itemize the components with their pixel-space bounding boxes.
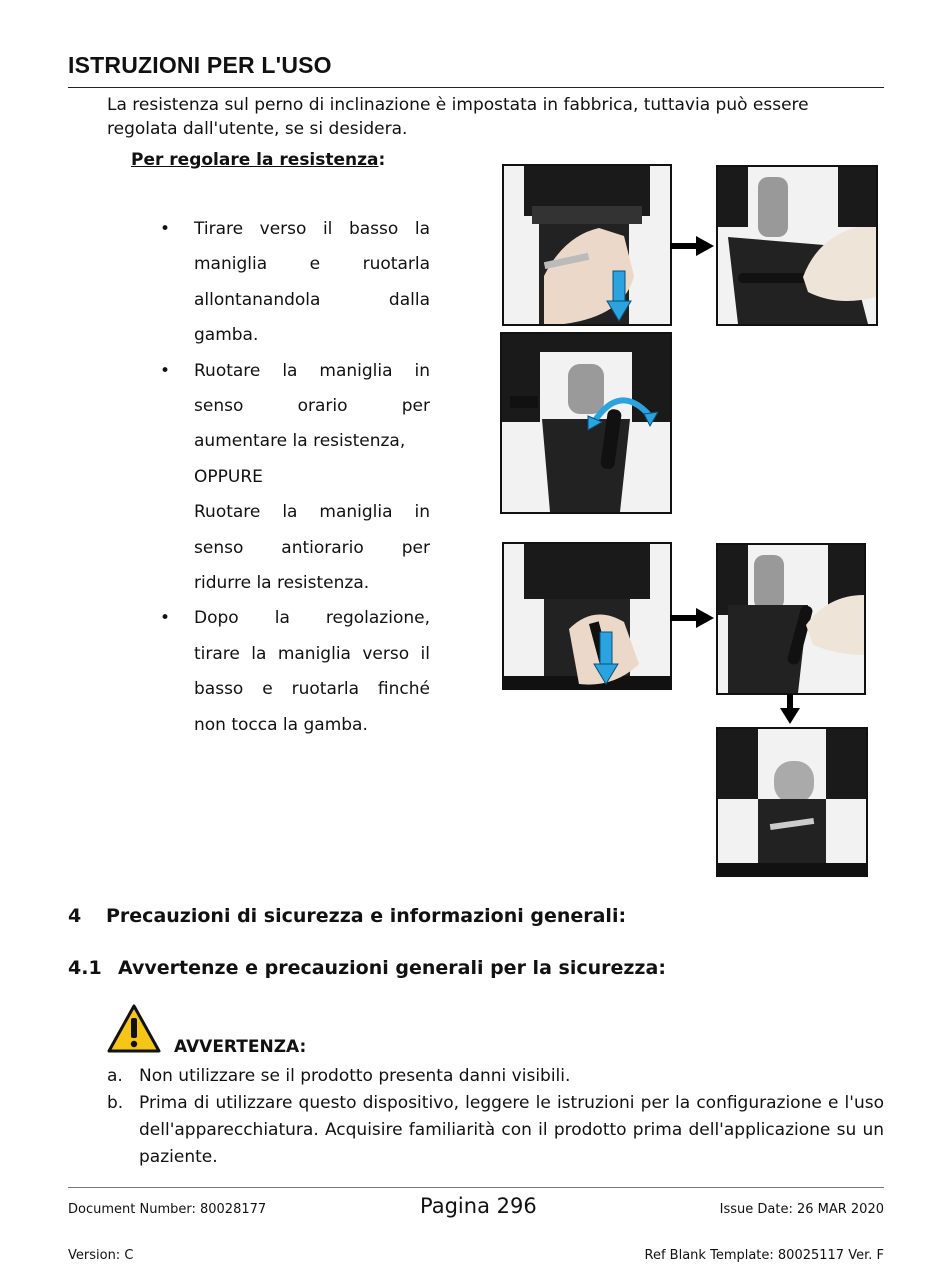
section-4-1-title: Avvertenze e precauzioni generali per la sicurezza: [118,957,666,979]
step-line: senso orario per [194,396,430,417]
step-line: gamba. [194,325,259,346]
intro-paragraph: La resistenza sul perno di inclinazione è impostata in fabbrica, tuttavia può essere regolata dall'utente, se si desidera. [107,95,809,139]
bullet-icon: • [160,360,171,381]
step-line: allontanandola dalla [194,289,430,310]
warning-item [107,1063,884,1090]
arrow-down-icon [780,694,800,724]
step-item [160,212,430,354]
adjust-resistance-heading-colon: : [378,150,386,170]
step-line: Ruotare la maniglia in [194,360,430,381]
step-line: aumentare la resistenza, [194,431,406,452]
step-line: ridurre la resistenza. [194,573,370,594]
arrow-right-icon [670,608,714,628]
warning-item-letter: a. [107,1066,123,1086]
section-4-title: Precauzioni di sicurezza e informazioni generali: [106,905,627,927]
footer-version: Version: C [68,1248,134,1263]
photo-handle-rotated-out-illustration [718,167,876,324]
footer-page-number: Pagina 296 [420,1194,537,1218]
section-4-1-number: 4.1 [68,957,102,979]
step-line: non tocca la gamba. [194,714,368,735]
step-line: OPPURE [194,466,263,487]
adjust-resistance-heading [131,150,385,170]
step-line: tirare la maniglia verso il [194,643,430,664]
photo-handle-rotated-out [716,165,878,326]
warning-list [107,1063,884,1171]
warning-item-letter: b. [107,1093,124,1113]
photo-rotate-handle-illustration [502,334,670,512]
step-item [160,601,430,743]
footer-issue-date: Issue Date: 26 MAR 2020 [719,1202,884,1217]
header-divider [68,87,884,88]
step-item [160,354,430,602]
page-header-title: ISTRUZIONI PER L'USO [68,52,332,78]
footer-template-ref: Ref Blank Template: 80025117 Ver. F [644,1248,884,1263]
photo-pull-handle-down-illustration [504,166,670,324]
section-4-1-heading [68,957,666,979]
photo-handle-rotated-back [716,543,866,695]
warning-item [107,1090,884,1171]
bullet-icon: • [160,219,171,239]
step-line: basso e ruotarla finché [194,679,430,700]
warning-triangle-icon [107,1004,161,1054]
warning-item-text: Non utilizzare se il prodotto presenta danni visibili. [139,1066,571,1086]
step-line: Dopo la regolazione, [194,608,430,629]
section-4-number: 4 [68,905,82,927]
photo-final-position [716,727,868,877]
footer-divider [68,1187,884,1188]
photo-pull-handle-down [502,164,672,326]
arrow-right-icon [670,236,714,256]
section-4-heading [68,905,626,927]
adjust-resistance-heading-text: Per regolare la resistenza [131,150,379,170]
step-line: maniglia e ruotarla [194,254,430,275]
adjust-steps-list [160,212,430,743]
warning-label: AVVERTENZA: [174,1037,307,1057]
photo-pull-handle-after-adjust [502,542,672,690]
step-line: Tirare verso il basso la [194,219,430,239]
photo-pull-handle-after-adjust-illustration [504,544,670,688]
photo-handle-rotated-back-illustration [718,545,864,693]
photo-final-position-illustration [718,729,866,875]
bullet-icon: • [160,608,171,629]
step-line: Ruotare la maniglia in [194,502,430,523]
step-line: senso antiorario per [194,537,430,558]
photo-rotate-handle [500,332,672,514]
footer-document-number: Document Number: 80028177 [68,1202,267,1217]
warning-item-text: Prima di utilizzare questo dispositivo, leggere le istruzioni per la configurazione e l'uso dell'apparecchiatura. Acquisire familiarità con il prodotto prima dell'applicazione su un paziente. [139,1093,884,1167]
